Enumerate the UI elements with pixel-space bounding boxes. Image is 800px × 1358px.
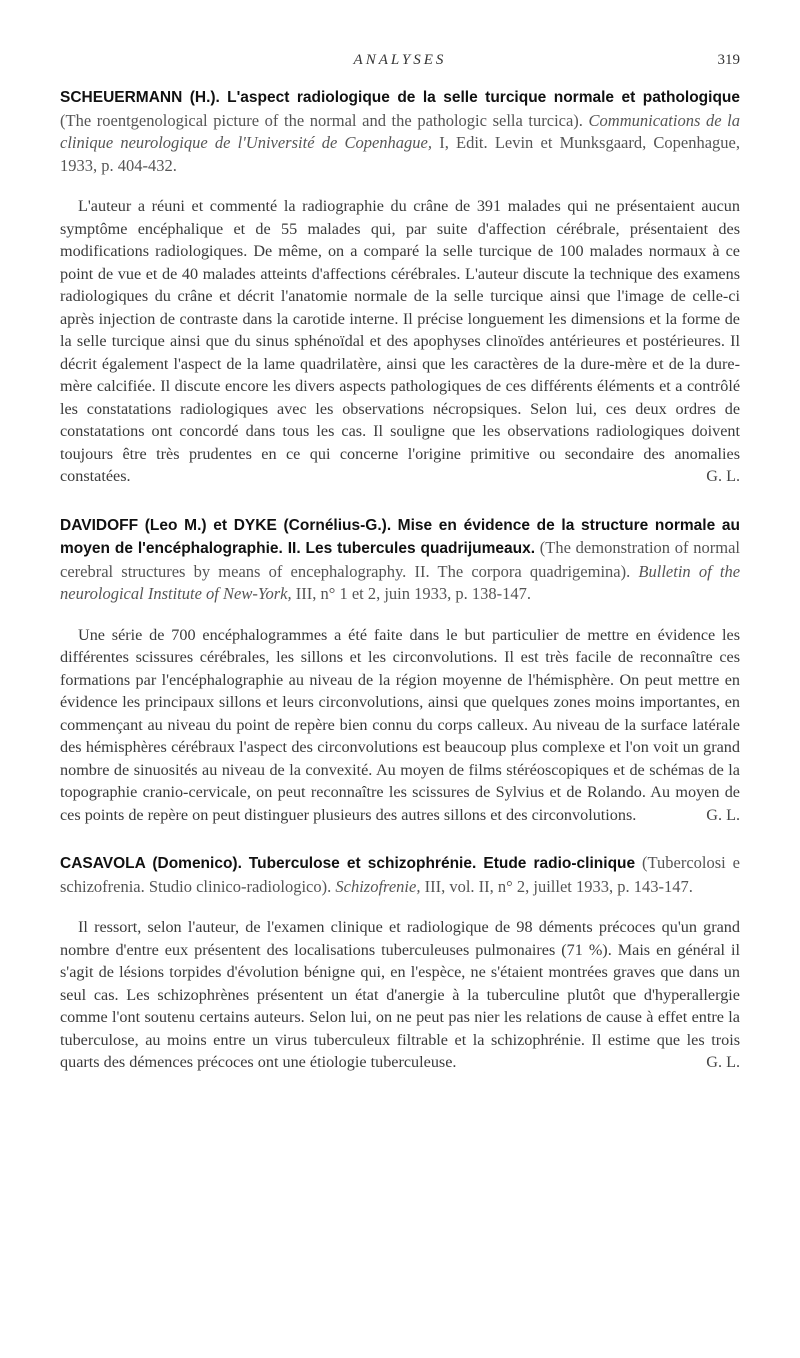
journal-page: [60, 50, 740, 1100]
entry-citation: [60, 514, 740, 606]
entry-abstract: [60, 195, 740, 488]
entry-author: CASAVOLA (Domenico).: [60, 855, 242, 872]
entry-publication: III, n° 1 et 2, juin 1933, p. 138-147.: [295, 584, 532, 603]
running-title: ANALYSES: [353, 52, 447, 68]
entry-abstract-text: L'auteur a réuni et commenté la radiographie du crâne de 391 malades qui ne présentaient aucun symptôme encéphalique et de 55 malades qui, par suite d'affection cérébrale, présentaient des modifications radiologiques. De même, on a comparé la selle turcique de 100 malades normaux à ce point de vue et de 40 malades atteints d'affections cérébrales. L'auteur discute la technique des examens radiologiques du crâne et décrit l'anatomie normale de la selle turcique ainsi que l'image de celle-ci après injection de contraste dans la carotide interne. Il précise longuement les dimensions et la forme de la selle turcique ainsi que du sinus sphénoïdal et des apophyses clinoïdes antérieures et postérieures. Il décrit également l'aspect de la lame quadrilatère, ainsi que les caractères de la dure-mère et de la dure-mère calcifiée. Il discute encore les divers aspects pathologiques de ces différents éléments et a contrôlé les constatations radiologiques avec les observations nécropsiques. Selon lui, ces deux ordres de constatations ont concordé dans tous les cas. Il souligne que les observations radiologiques doivent toujours être très prudentes en ce qui concerne l'origine primitive ou secondaire des anomalies constatées.: [60, 197, 740, 485]
entry-title: L'aspect radiologique de la selle turcique normale et pathologique: [227, 89, 741, 106]
review-entry-davidoff-dyke: [60, 514, 740, 827]
page-number: 319: [717, 52, 740, 68]
entry-abstract: [60, 624, 740, 827]
review-entry-casavola: [60, 852, 740, 1074]
entry-signature: G. L.: [706, 1053, 740, 1071]
entry-journal: Bulletin of the neurological Institute of New-York,: [60, 561, 741, 603]
entry-abstract-text: Une série de 700 encéphalogrammes a été faite dans le but particulier de mettre en évidence les différentes scissures cérébrales, les sillons et les circonvolutions. Il est très facile de reconnaître ces formations par l'encéphalographie au niveau de la région moyenne de l'hémisphère. On peut mettre en évidence les principaux sillons et leurs circonvolutions, ainsi que quelques zones moins importantes, en commençant au niveau du point de repère bien connu du corps calleux. Au niveau de la surface latérale des hémisphères cérébraux l'aspect des circonvolutions est beaucoup plus complexe et l'on voit un grand nombre de sinuosités au niveau de la convexité. Au moyen de films stéréoscopiques et de schémas de la topographie cranio-cervicale, on peut reconnaître les scissures de Sylvius et de Rolando. Au moyen de ces points de repère on peut distinguer plusieurs des autres sillons et des circonvolutions.: [60, 625, 740, 824]
entry-signature: G. L.: [706, 467, 740, 485]
entry-abstract: [60, 916, 740, 1074]
entry-publication: I, Edit. Levin et Munksgaard, Copenhague, 1933, p. 404-432.: [60, 133, 741, 175]
entry-publication: III, vol. II, n° 2, juillet 1933, p. 143-147.: [424, 876, 693, 896]
entry-abstract-text: Il ressort, selon l'auteur, de l'examen clinique et radiologique de 98 déments précoces qu'un grand nombre d'entre eux présentent des localisations tuberculeuses pulmonaires (71 %). Mais en général il s'agit de lésions torpides d'évolution bénigne qui, en l'espèce, ne s'étaient montrées graves que dans un seul cas. Les schizophrènes présentent un état d'anergie à la tuberculine plutôt que d'hyperallergie comme l'ont soutenu certains auteurs. Selon lui, on ne peut pas nier les relations de cause à effet entre la tuberculose, au moins entre un virus tuberculeux filtrable et la schizophrénie. Il estime que les trois quarts des démences précoces ont une étiologie tuberculeuse.: [60, 918, 740, 1071]
entry-title: Mise en évidence de la structure normale au moyen de l'encéphalographie. II. Les tubercules quadrijumeaux.: [60, 516, 741, 557]
entry-journal: Communications de la clinique neurologique de l'Université de Copenhague,: [60, 110, 741, 152]
entry-citation: [60, 86, 740, 177]
entry-translation: (Tubercolosi e schizofrenia. Studio clinico-radiologico).: [60, 853, 740, 896]
entry-translation: (The demonstration of normal cerebral structures by means of encephalography. II. The corpora quadrigemina).: [60, 538, 741, 581]
review-entry-scheuermann: [60, 86, 740, 488]
page-header: [60, 50, 740, 86]
entry-citation: [60, 852, 740, 898]
entry-translation: (The roentgenological picture of the normal and the pathologic sella turcica).: [60, 110, 583, 130]
entry-journal: Schizofrenie,: [335, 876, 421, 896]
entry-author: SCHEUERMANN (H.).: [60, 89, 220, 106]
entry-author: DAVIDOFF (Leo M.) et DYKE (Cornélius-G.).: [60, 516, 392, 534]
entry-signature: G. L.: [706, 805, 740, 824]
entry-title: Tuberculose et schizophrénie. Etude radio-clinique: [248, 855, 636, 872]
